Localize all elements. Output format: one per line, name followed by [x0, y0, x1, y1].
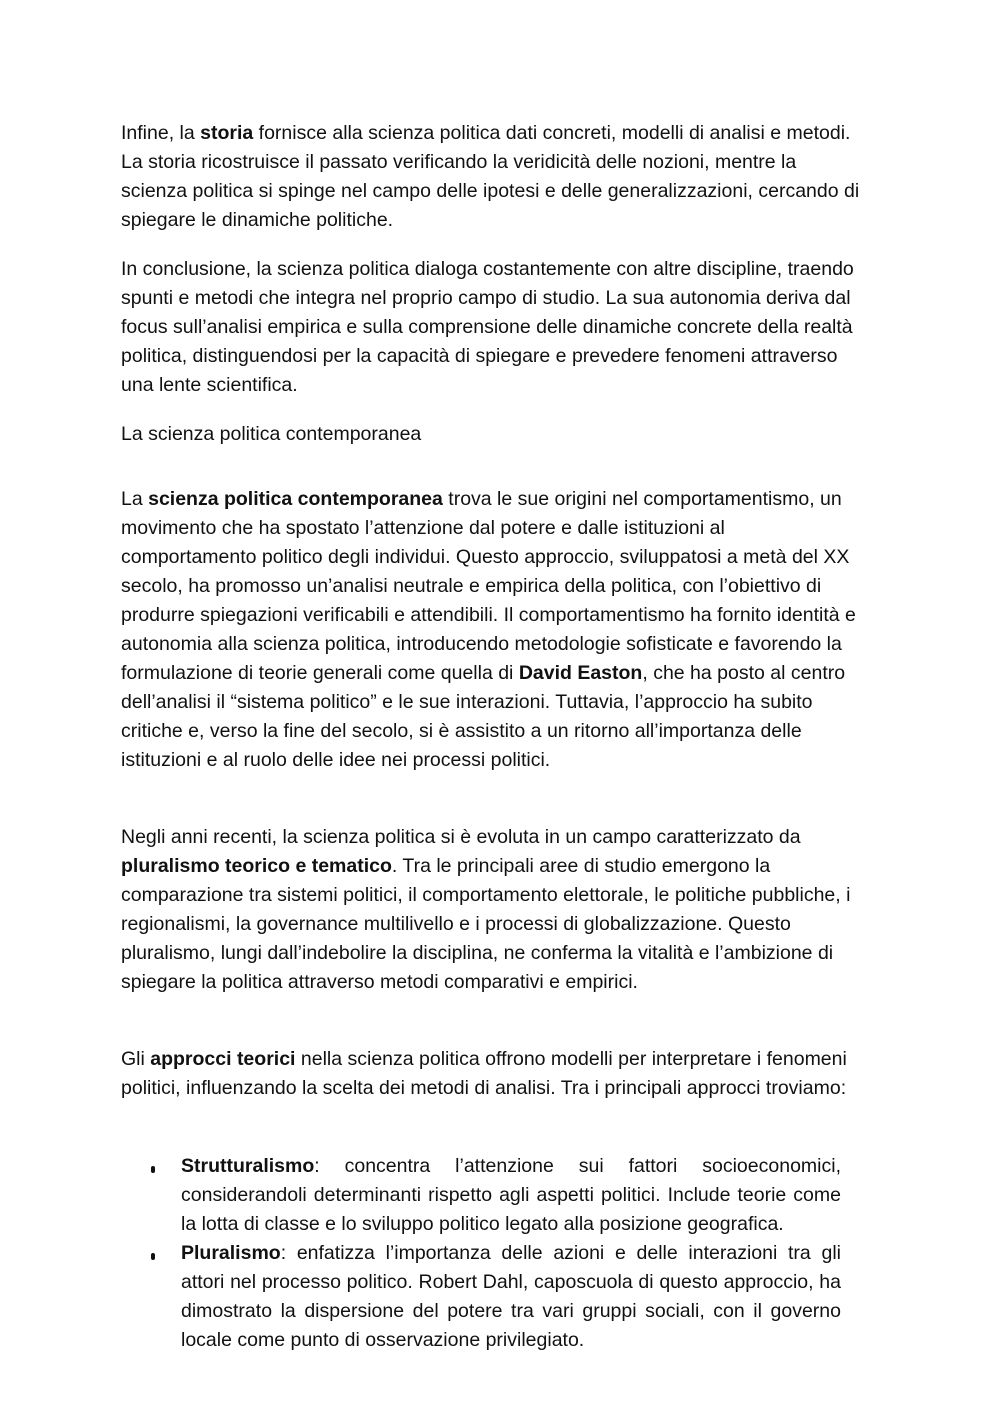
paragraph-approcci-teorici: [121, 1045, 865, 1103]
paragraph-text: La: [121, 488, 149, 510]
bold-term-pluralismo-teorico: pluralismo teorico e tematico: [121, 855, 392, 877]
paragraph-scienza-contemporanea: [121, 485, 865, 775]
list-item-text: : enfatizza l’importanza delle azioni e delle interazioni tra gli attori nel processo politico. Robert Dahl, caposcuola di questo approccio, ha dimostrato la dispersione del potere tra vari gruppi sociali, con il governo locale come punto di osservazione privilegiato.: [181, 1242, 841, 1351]
bold-term-scienza-politica-contemporanea: scienza politica contemporanea: [148, 488, 443, 510]
paragraph-pluralismo-teorico: [121, 823, 865, 997]
paragraph-text: . Tra le principali aree di studio emergono la comparazione tra sistemi politici, il comportamento elettorale, le politiche pubbliche, i regionalismi, la governance multilivello e i processi di globalizzazione. Questo pluralismo, lungi dall’indebolire la disciplina, ne conferma la vitalità e l’ambizione di spiegare la politica attraverso metodi comparativi e empirici.: [121, 855, 851, 993]
paragraph-text: fornisce alla scienza politica dati concreti, modelli di analisi e metodi. La storia ricostruisce il passato verificando la veridicità delle nozioni, mentre la scienza politica si spinge nel campo delle ipotesi e delle generalizzazioni, cercando di spiegare le dinamiche politiche.: [121, 122, 860, 231]
bold-term-storia: storia: [200, 122, 254, 144]
bullet-icon: [151, 1253, 155, 1260]
list-item: [121, 1152, 841, 1239]
list-item-term: Strutturalismo: [181, 1155, 315, 1177]
paragraph-storia: [121, 119, 865, 235]
paragraph-text: Gli: [121, 1048, 151, 1070]
paragraph-text: Infine, la: [121, 122, 201, 144]
paragraph-text: Negli anni recenti, la scienza politica si è evoluta in un campo caratterizzato da: [121, 826, 801, 848]
list-item-text: : concentra l’attenzione sui fattori socioeconomici, considerandoli determinanti rispetto agli aspetti politici. Include teorie come la lotta di classe e lo sviluppo politico legato alla posizione geografica.: [181, 1155, 841, 1235]
paragraph-text: trova le sue origini nel comportamentismo, un movimento che ha spostato l’attenzione dal potere e dalle istituzioni al comportamento politico degli individui. Questo approccio, sviluppatosi a metà del XX secolo, ha promosso un’analisi neutrale e empirica della politica, con l’obiettivo di produrre spiegazioni verificabili e attendibili. Il comportamentismo ha fornito identità e autonomia alla scienza politica, introducendo metodologie sofisticate e favorendo la formulazione di teorie generali come quella di: [121, 488, 856, 684]
paragraph-conclusione: [121, 255, 865, 400]
bullet-icon: [151, 1166, 155, 1173]
approaches-list: [121, 1152, 841, 1355]
bold-term-david-easton: David Easton: [518, 662, 643, 684]
section-heading: La scienza politica contemporanea: [121, 423, 422, 445]
list-item-term: Pluralismo: [181, 1242, 281, 1264]
paragraph-text: , che ha posto al centro dell’analisi il “sistema politico” e le sue interazioni. Tuttavia, l’approccio ha subito critiche e, verso la fine del secolo, si è assistito a un ritorno all’importanza delle istituzioni e al ruolo delle idee nei processi politici.: [121, 662, 846, 771]
paragraph-text: In conclusione, la scienza politica dialoga costantemente con altre discipline, traendo spunti e metodi che integra nel proprio campo di studio. La sua autonomia deriva dal focus sull’analisi empirica e sulla comprensione delle dinamiche concrete della realtà politica, distinguendosi per la capacità di spiegare e prevedere fenomeni attraverso una lente scientifica.: [121, 258, 854, 396]
list-item: [121, 1239, 841, 1355]
paragraph-text: nella scienza politica offrono modelli per interpretare i fenomeni politici, influenzando la scelta dei metodi di analisi. Tra i principali approcci troviamo:: [121, 1048, 847, 1099]
bold-term-approcci-teorici: approcci teorici: [150, 1048, 296, 1070]
